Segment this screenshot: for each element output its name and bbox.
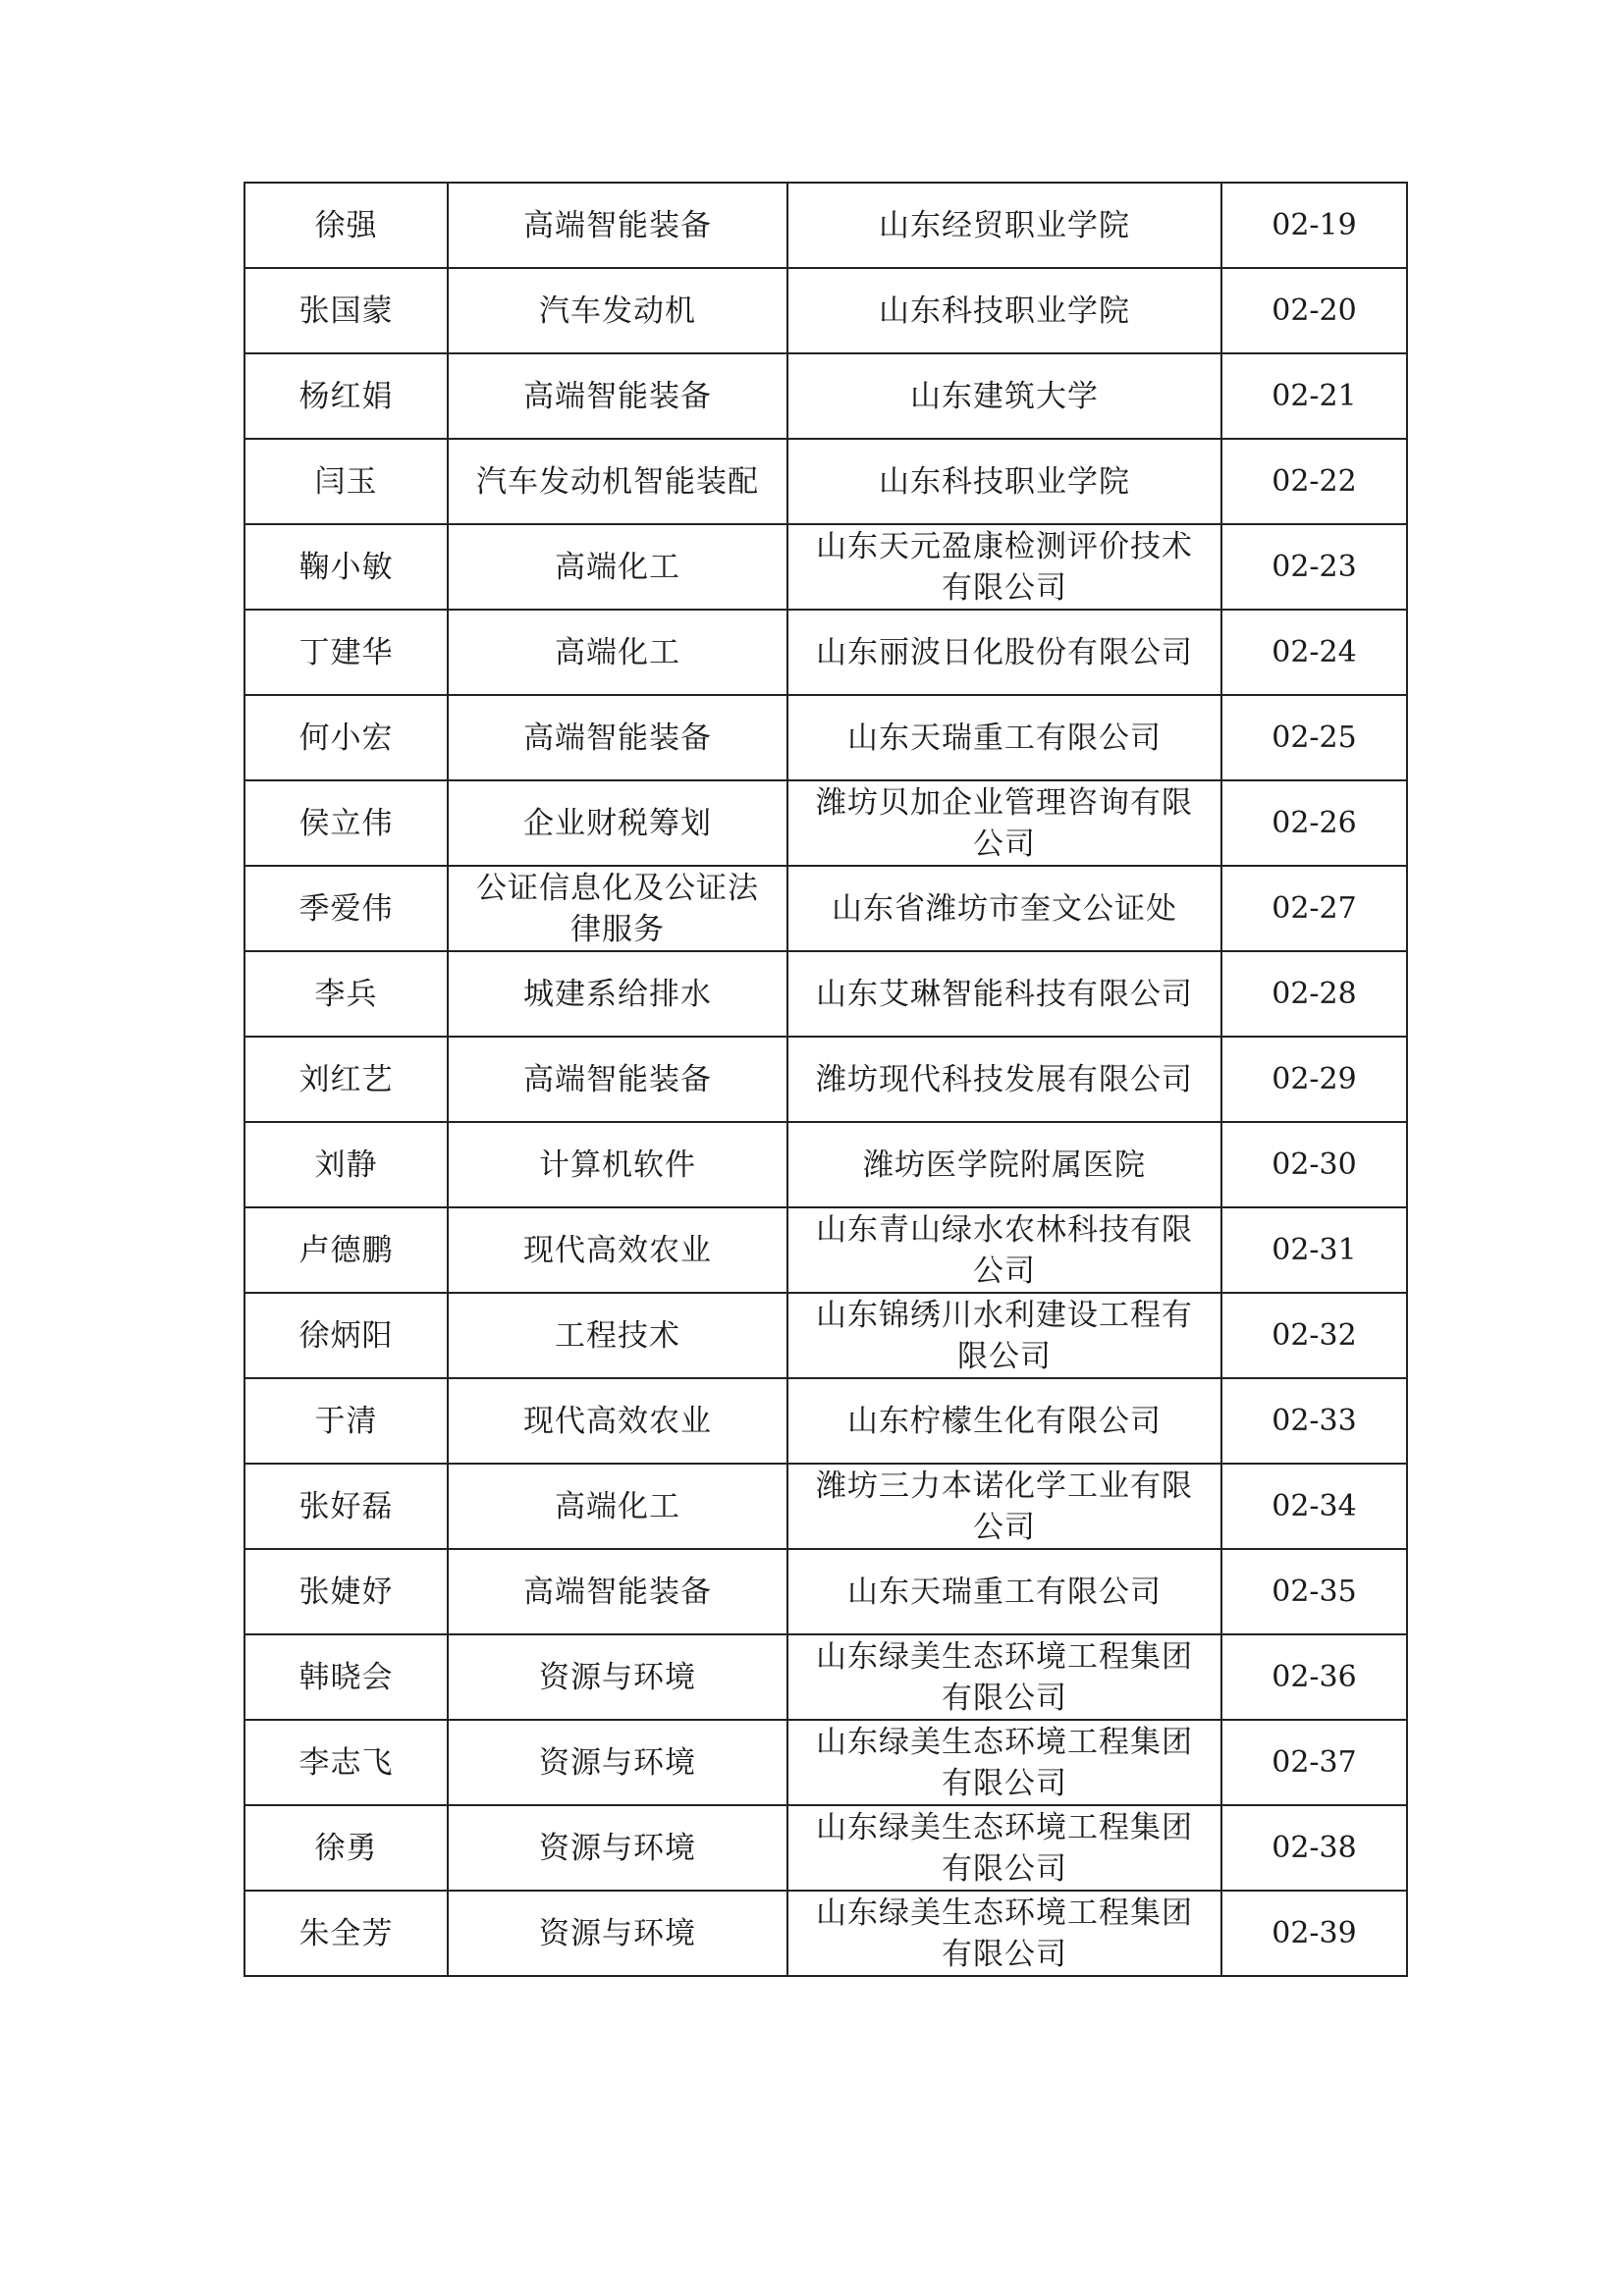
- organization-cell: 山东柠檬生化有限公司: [787, 1378, 1221, 1464]
- table-row: [244, 524, 1407, 610]
- table-row: [244, 1207, 1407, 1293]
- organization-cell: 山东锦绣川水利建设工程有限公司: [787, 1293, 1221, 1378]
- field-cell: 资源与环境: [448, 1891, 787, 1976]
- code-cell: 02-32: [1221, 1293, 1407, 1378]
- name-cell: 张国蒙: [244, 268, 448, 353]
- organization-cell: 山东建筑大学: [787, 353, 1221, 439]
- organization-cell: 山东绿美生态环境工程集团有限公司: [787, 1891, 1221, 1976]
- field-cell: 高端智能装备: [448, 183, 787, 268]
- expert-table-body: [244, 183, 1407, 1976]
- organization-cell: 潍坊现代科技发展有限公司: [787, 1037, 1221, 1122]
- name-cell: 丁建华: [244, 610, 448, 695]
- name-cell: 鞠小敏: [244, 524, 448, 610]
- organization-cell: 山东经贸职业学院: [787, 183, 1221, 268]
- name-cell: 朱全芳: [244, 1891, 448, 1976]
- organization-cell: 山东丽波日化股份有限公司: [787, 610, 1221, 695]
- code-cell: 02-20: [1221, 268, 1407, 353]
- code-cell: 02-24: [1221, 610, 1407, 695]
- code-cell: 02-29: [1221, 1037, 1407, 1122]
- organization-cell: 山东绿美生态环境工程集团有限公司: [787, 1720, 1221, 1805]
- field-cell: 高端智能装备: [448, 695, 787, 780]
- field-cell: 高端化工: [448, 524, 787, 610]
- code-cell: 02-36: [1221, 1634, 1407, 1720]
- code-cell: 02-25: [1221, 695, 1407, 780]
- table-row: [244, 1378, 1407, 1464]
- organization-cell: 山东绿美生态环境工程集团有限公司: [787, 1805, 1221, 1891]
- table-row: [244, 695, 1407, 780]
- table-row: [244, 183, 1407, 268]
- table-row: [244, 780, 1407, 866]
- field-cell: 工程技术: [448, 1293, 787, 1378]
- code-cell: 02-21: [1221, 353, 1407, 439]
- organization-cell: 山东科技职业学院: [787, 439, 1221, 524]
- field-cell: 高端化工: [448, 1464, 787, 1549]
- name-cell: 侯立伟: [244, 780, 448, 866]
- name-cell: 韩晓会: [244, 1634, 448, 1720]
- table-row: [244, 353, 1407, 439]
- organization-cell: 山东艾琳智能科技有限公司: [787, 951, 1221, 1037]
- code-cell: 02-23: [1221, 524, 1407, 610]
- name-cell: 卢德鹏: [244, 1207, 448, 1293]
- table-row: [244, 610, 1407, 695]
- table-row: [244, 1037, 1407, 1122]
- table-row: [244, 1891, 1407, 1976]
- table-row: [244, 1293, 1407, 1378]
- field-cell: 汽车发动机: [448, 268, 787, 353]
- field-cell: 资源与环境: [448, 1634, 787, 1720]
- table-row: [244, 1720, 1407, 1805]
- code-cell: 02-37: [1221, 1720, 1407, 1805]
- code-cell: 02-33: [1221, 1378, 1407, 1464]
- table-row: [244, 1464, 1407, 1549]
- name-cell: 张婕妤: [244, 1549, 448, 1634]
- table-row: [244, 1805, 1407, 1891]
- field-cell: 企业财税筹划: [448, 780, 787, 866]
- code-cell: 02-27: [1221, 866, 1407, 951]
- table-row: [244, 1549, 1407, 1634]
- code-cell: 02-30: [1221, 1122, 1407, 1207]
- code-cell: 02-39: [1221, 1891, 1407, 1976]
- field-cell: 资源与环境: [448, 1805, 787, 1891]
- organization-cell: 山东天瑞重工有限公司: [787, 1549, 1221, 1634]
- organization-cell: 潍坊医学院附属医院: [787, 1122, 1221, 1207]
- field-cell: 汽车发动机智能装配: [448, 439, 787, 524]
- name-cell: 杨红娟: [244, 353, 448, 439]
- field-cell: 高端智能装备: [448, 353, 787, 439]
- code-cell: 02-22: [1221, 439, 1407, 524]
- organization-cell: 山东科技职业学院: [787, 268, 1221, 353]
- code-cell: 02-26: [1221, 780, 1407, 866]
- organization-cell: 山东绿美生态环境工程集团有限公司: [787, 1634, 1221, 1720]
- name-cell: 李兵: [244, 951, 448, 1037]
- name-cell: 李志飞: [244, 1720, 448, 1805]
- table-row: [244, 1122, 1407, 1207]
- name-cell: 刘红艺: [244, 1037, 448, 1122]
- table-row: [244, 268, 1407, 353]
- name-cell: 闫玉: [244, 439, 448, 524]
- field-cell: 现代高效农业: [448, 1207, 787, 1293]
- name-cell: 徐炳阳: [244, 1293, 448, 1378]
- field-cell: 现代高效农业: [448, 1378, 787, 1464]
- name-cell: 季爱伟: [244, 866, 448, 951]
- code-cell: 02-35: [1221, 1549, 1407, 1634]
- table-row: [244, 866, 1407, 951]
- name-cell: 于清: [244, 1378, 448, 1464]
- field-cell: 城建系给排水: [448, 951, 787, 1037]
- field-cell: 计算机软件: [448, 1122, 787, 1207]
- organization-cell: 潍坊贝加企业管理咨询有限公司: [787, 780, 1221, 866]
- field-cell: 高端智能装备: [448, 1549, 787, 1634]
- code-cell: 02-28: [1221, 951, 1407, 1037]
- organization-cell: 山东青山绿水农林科技有限公司: [787, 1207, 1221, 1293]
- table-row: [244, 951, 1407, 1037]
- expert-table: [244, 182, 1408, 1977]
- field-cell: 高端智能装备: [448, 1037, 787, 1122]
- field-cell: 高端化工: [448, 610, 787, 695]
- code-cell: 02-34: [1221, 1464, 1407, 1549]
- name-cell: 张好磊: [244, 1464, 448, 1549]
- organization-cell: 山东省潍坊市奎文公证处: [787, 866, 1221, 951]
- name-cell: 徐强: [244, 183, 448, 268]
- code-cell: 02-31: [1221, 1207, 1407, 1293]
- table-row: [244, 1634, 1407, 1720]
- table-row: [244, 439, 1407, 524]
- organization-cell: 山东天瑞重工有限公司: [787, 695, 1221, 780]
- name-cell: 徐勇: [244, 1805, 448, 1891]
- organization-cell: 潍坊三力本诺化学工业有限公司: [787, 1464, 1221, 1549]
- code-cell: 02-38: [1221, 1805, 1407, 1891]
- organization-cell: 山东天元盈康检测评价技术有限公司: [787, 524, 1221, 610]
- name-cell: 何小宏: [244, 695, 448, 780]
- code-cell: 02-19: [1221, 183, 1407, 268]
- field-cell: 公证信息化及公证法律服务: [448, 866, 787, 951]
- field-cell: 资源与环境: [448, 1720, 787, 1805]
- name-cell: 刘静: [244, 1122, 448, 1207]
